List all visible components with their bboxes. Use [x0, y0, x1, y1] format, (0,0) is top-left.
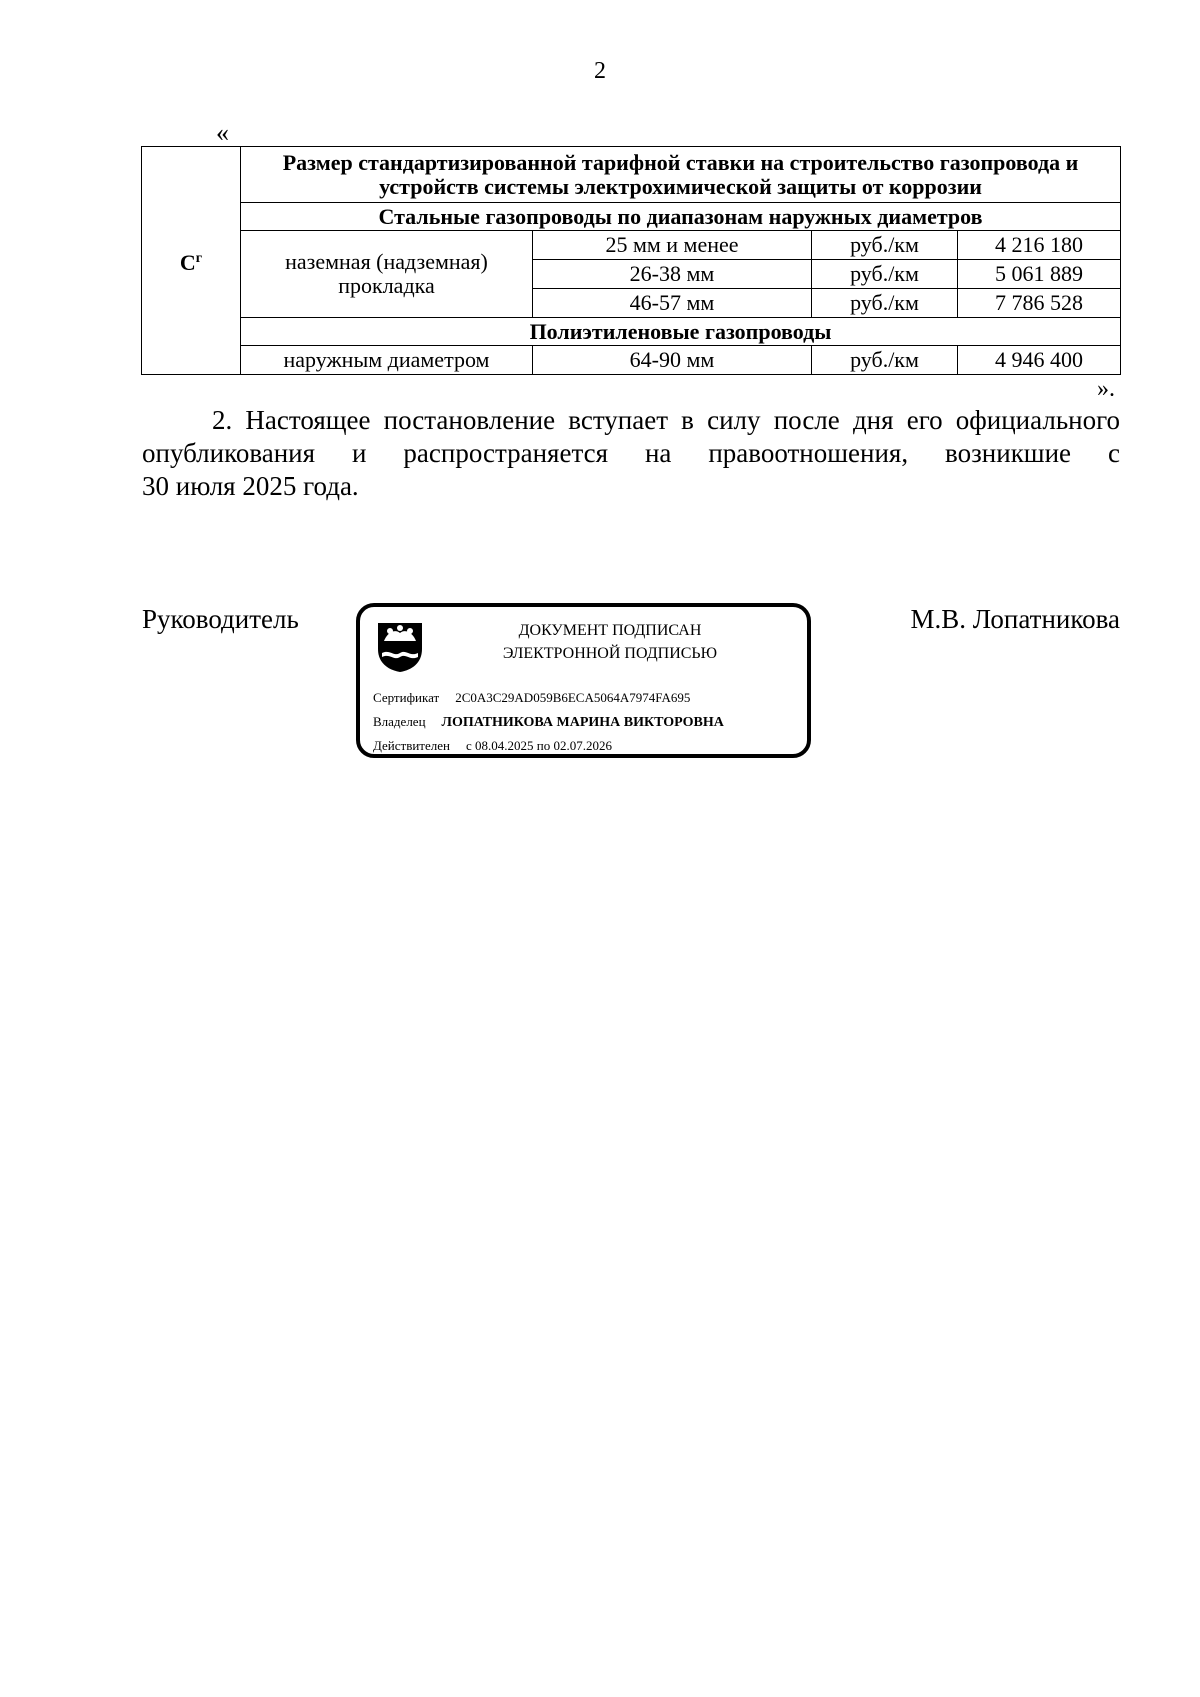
opening-quote: «	[216, 118, 229, 147]
stamp-title	[460, 619, 760, 665]
validity-value: с 08.04.2025 по 02.07.2026	[465, 738, 612, 753]
paragraph-line: 30 июля 2025 года.	[142, 471, 359, 501]
table-row	[142, 346, 1121, 375]
value-cell: 7 786 528	[958, 289, 1121, 318]
diameter-range-cell: 64-90 мм	[533, 346, 812, 375]
table-heading: Размер стандартизированной тарифной ставки на строительство газопровода и устройств системы электрохимической защиты от коррозии	[241, 147, 1121, 203]
table-row	[142, 231, 1121, 260]
tariff-table	[141, 146, 1121, 375]
certificate-row	[373, 690, 690, 706]
effective-date-paragraph	[142, 404, 1120, 503]
diameter-range-cell: 25 мм и менее	[533, 231, 812, 260]
owner-row	[373, 714, 724, 731]
validity-row	[373, 738, 612, 754]
tariff-symbol-superscript: г	[195, 250, 203, 266]
stamp-title-line: ЭЛЕКТРОННОЙ ПОДПИСЬЮ	[502, 645, 718, 662]
validity-label: Действителен	[373, 738, 450, 753]
coat-of-arms-icon	[376, 619, 424, 673]
tariff-symbol: С	[179, 249, 196, 275]
owner-label: Владелец	[373, 714, 426, 729]
diameter-range-cell: 26-38 мм	[533, 260, 812, 289]
unit-cell: руб./км	[812, 346, 958, 375]
value-cell: 5 061 889	[958, 260, 1121, 289]
diameter-range-cell: 46-57 мм	[533, 289, 812, 318]
page-number: 2	[594, 58, 606, 84]
electronic-signature-stamp	[356, 603, 811, 758]
unit-cell: руб./км	[812, 260, 958, 289]
poly-label-cell: наружным диаметром	[241, 346, 533, 375]
paragraph-line: опубликования и распространяется на правоотношения, возникшие с	[142, 438, 1120, 468]
tariff-symbol-cell	[142, 147, 241, 375]
section-polyethylene-pipelines: Полиэтиленовые газопроводы	[241, 318, 1121, 346]
paragraph-line: 2. Настоящее постановление вступает в силу после дня его официального	[212, 405, 1120, 435]
stamp-title-line: ДОКУМЕНТ ПОДПИСАН	[518, 622, 702, 639]
laying-type-cell: наземная (надземная) прокладка	[241, 231, 533, 318]
unit-cell: руб./км	[812, 289, 958, 318]
certificate-value: 2C0A3C29AD059B6ECA5064A7974FA695	[455, 690, 691, 705]
certificate-label: Сертификат	[373, 690, 440, 705]
closing-quote: ».	[1097, 376, 1115, 402]
signer-name: М.В. Лопатникова	[910, 604, 1120, 634]
signer-title: Руководитель	[142, 604, 299, 634]
value-cell: 4 946 400	[958, 346, 1121, 375]
owner-value: ЛОПАТНИКОВА МАРИНА ВИКТОРОВНА	[441, 715, 724, 730]
section-steel-pipelines: Стальные газопроводы по диапазонам наружных диаметров	[241, 203, 1121, 231]
unit-cell: руб./км	[812, 231, 958, 260]
value-cell: 4 216 180	[958, 231, 1121, 260]
